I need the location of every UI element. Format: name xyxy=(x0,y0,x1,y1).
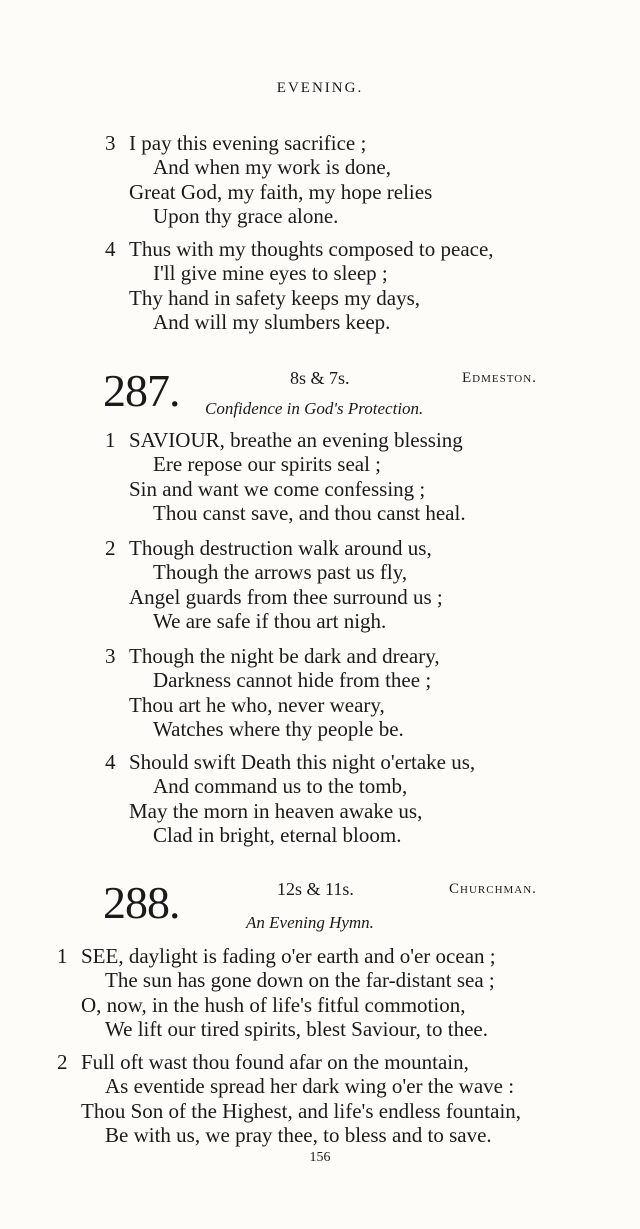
stanza-288-2 xyxy=(57,1050,521,1147)
stanza-number: 3 xyxy=(105,131,116,155)
stanza-line: And will my slumbers keep. xyxy=(153,309,391,334)
stanza-line: 2 Full oft wast thou found afar on the mountain, xyxy=(57,1050,469,1074)
stanza-line: 1 SEE, daylight is fading o'er earth and o'er ocean ; xyxy=(57,944,496,968)
stanza-line: Thou Son of the Highest, and life's endless fountain, xyxy=(81,1098,522,1123)
stanza-line: Ere repose our spirits seal ; xyxy=(153,452,382,477)
hymn-meter: 12s & 11s. xyxy=(277,879,354,899)
stanza-line: 4 Should swift Death this night o'ertake us, xyxy=(105,750,476,774)
stanza-number: 4 xyxy=(105,750,116,774)
stanza-288-1 xyxy=(57,944,496,1041)
stanza-line: As eventide spread her dark wing o'er the wave : xyxy=(105,1074,515,1099)
stanza-line: May the morn in heaven awake us, xyxy=(129,798,423,823)
stanza-line: 3 I pay this evening sacrifice ; xyxy=(105,131,367,155)
stanza-line: O, now, in the hush of life's fitful commotion, xyxy=(81,992,466,1017)
stanza-line: Great God, my faith, my hope relies xyxy=(129,179,433,204)
stanza-number: 4 xyxy=(105,237,116,261)
page-number: 156 xyxy=(309,1150,331,1165)
stanza-line: I'll give mine eyes to sleep ; xyxy=(153,261,388,286)
stanza-number: 1 xyxy=(57,944,68,968)
stanza-number: 2 xyxy=(105,536,116,560)
stanza-number: 1 xyxy=(105,428,116,452)
stanza-line: Though the arrows past us fly, xyxy=(153,560,408,585)
stanza-line: And when my work is done, xyxy=(153,155,391,180)
stanza-line: We are safe if thou art nigh. xyxy=(153,608,387,633)
stanza-286-4 xyxy=(105,237,494,334)
stanza-line: 2 Though destruction walk around us, xyxy=(105,536,432,560)
hymn-tune: Edmeston. xyxy=(462,370,537,386)
stanza-number: 3 xyxy=(105,644,116,668)
hymn-subtitle: Confidence in God's Protection. xyxy=(205,399,424,418)
stanza-line: Upon thy grace alone. xyxy=(153,203,339,228)
stanza-line: Sin and want we come confessing ; xyxy=(129,476,426,501)
hymn-number: 287. xyxy=(103,365,180,416)
stanza-line: Watches where thy people be. xyxy=(153,716,404,741)
stanza-line: 3 Though the night be dark and dreary, xyxy=(105,644,440,668)
stanza-line: Thou canst save, and thou canst heal. xyxy=(153,500,466,525)
stanza-line: Thy hand in safety keeps my days, xyxy=(129,285,421,310)
stanza-line: Thou art he who, never weary, xyxy=(129,692,385,717)
stanza-line: And command us to the tomb, xyxy=(153,774,408,799)
hymn-tune: Churchman. xyxy=(449,881,537,897)
stanza-line: Darkness cannot hide from thee ; xyxy=(153,668,432,693)
stanza-286-3 xyxy=(105,131,432,228)
stanza-line: Clad in bright, eternal bloom. xyxy=(153,822,402,847)
hymn-subtitle: An Evening Hymn. xyxy=(246,913,374,932)
stanza-line: We lift our tired spirits, blest Saviour, to thee. xyxy=(105,1016,488,1041)
stanza-287-3 xyxy=(105,644,440,741)
stanza-287-4 xyxy=(105,750,475,847)
stanza-line: Angel guards from thee surround us ; xyxy=(129,584,443,609)
stanza-287-1 xyxy=(105,428,466,525)
hymn-meter: 8s & 7s. xyxy=(290,368,350,388)
stanza-line: 4 Thus with my thoughts composed to peace, xyxy=(105,237,494,261)
stanza-line: 1 SAVIOUR, breathe an evening blessing xyxy=(105,428,463,452)
stanza-line: The sun has gone down on the far-distant sea ; xyxy=(105,968,495,993)
hymn-number: 288. xyxy=(103,877,180,928)
running-head: EVENING. xyxy=(276,80,364,96)
stanza-287-2 xyxy=(105,536,443,633)
stanza-number: 2 xyxy=(57,1050,68,1074)
stanza-line: Be with us, we pray thee, to bless and to save. xyxy=(105,1122,492,1147)
